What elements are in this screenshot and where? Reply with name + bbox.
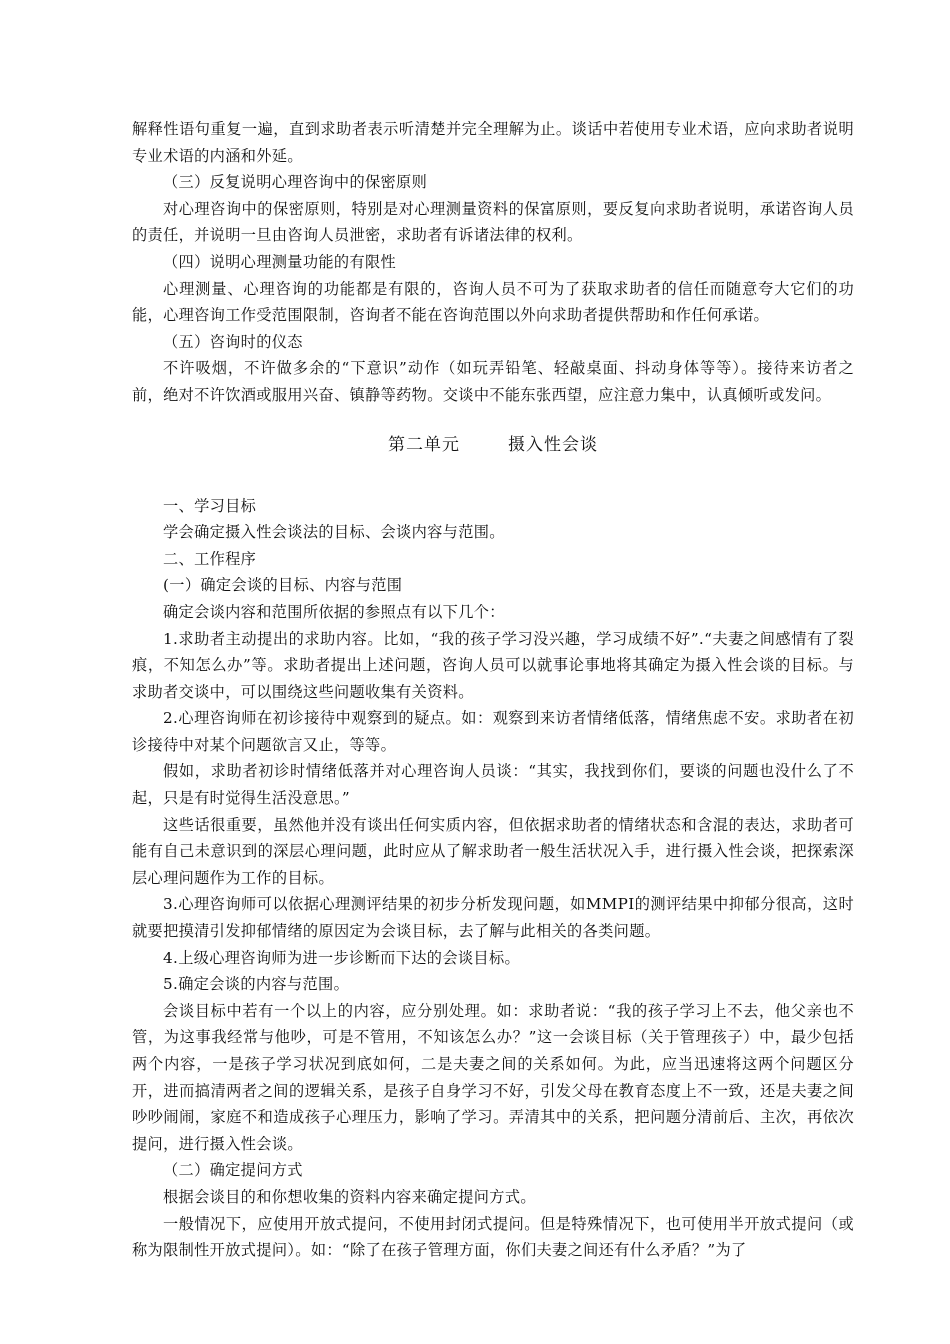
document-body [132,116,854,1264]
section-heading: 二、工作程序 [163,549,257,568]
section-heading-4: （四）说明心理测量功能的有限性 [163,252,397,271]
paragraph: 心理测量、心理咨询的功能都是有限的，咨询人员不可为了获取求助者的信任而随意夸大它们的功能，心理咨询工作受范围限制，咨询者不能在咨询范围以外向求助者提供帮助和作任何承诺。 [132,279,854,325]
subsection-heading: （二）确定提问方式 [163,1161,303,1180]
list-item: 3.心理咨询师可以依据心理测评结果的初步分析发现问题，如MMPI的测评结果中抑郁分很高，这时就要把摸清引发抑郁情绪的原因定为会谈目标，去了解与此相关的各类问题。 [132,895,854,941]
list-item: 4.上级心理咨询师为进一步诊断而下达的会谈目标。 [163,948,521,967]
paragraph: 根据会谈目的和你想收集的资料内容来确定提问方式。 [163,1187,536,1206]
paragraph-continuation: 解释性语句重复一遍，直到求助者表示听清楚并完全理解为止。谈话中若使用专业术语，应向求助者说明专业术语的内涵和外延。 [132,120,854,165]
paragraph: 确定会谈内容和范围所依据的参照点有以下几个： [163,602,505,621]
paragraph: 一般情况下，应使用开放式提问，不使用封闭式提问。但是特殊情况下，也可使用半开放式提问（或称为限制性开放式提问）。如：“除了在孩子管理方面，你们夫妻之间还有什么矛盾？”为了 [132,1214,854,1260]
paragraph: 假如，求助者初诊时情绪低落并对心理咨询人员谈：“其实，我找到你们，要谈的问题也没什么了不起，只是有时觉得生活没意思。” [132,762,854,808]
section-heading-3: （三）反复说明心理咨询中的保密原则 [163,173,428,192]
unit-number: 第二单元 [388,434,460,455]
paragraph: 这些话很重要，虽然他并没有谈出任何实质内容，但依据求助者的情绪状态和含混的表达，求助者可能有自己未意识到的深层心理问题，此时应从了解求助者一般生活状况入手，进行摄入性会谈，把探索深层心理问题作为工作的目标。 [132,815,854,887]
list-item: 1.求助者主动提出的求助内容。比如，“我的孩子学习没兴趣，学习成绩不好”.“夫妻之间感情有了裂痕，不知怎么办”等。求助者提出上述问题，咨询人员可以就事论事地将其确定为摄入性会谈的目标。与求助者交谈中，可以围绕这些问题收集有关资料。 [132,629,854,701]
list-item: 5.确定会谈的内容与范围。 [163,975,350,994]
unit-title [132,430,854,460]
paragraph: 不许吸烟，不许做多余的“下意识”动作（如玩弄铅笔、轻敲桌面、抖动身体等等）。接待来访者之前，绝对不许饮酒或服用兴奋、镇静等药物。交谈中不能东张西望，应注意力集中，认真倾听或发问。 [132,359,854,404]
paragraph: 学会确定摄入性会谈法的目标、会谈内容与范围。 [163,523,505,542]
subsection-heading: (一）确定会谈的目标、内容与范围 [163,576,403,595]
section-heading: 一、学习目标 [163,496,257,515]
paragraph: 会谈目标中若有一个以上的内容，应分别处理。如：求助者说：“我的孩子学习上不去，他父亲也不管，为这事我经常与他吵，可是不管用，不知该怎么办？”这一会谈目标（关于管理孩子）中，最少包括两个内容，一是孩子学习状况到底如何，二是夫妻之间的关系如何。为此，应当迅速将这两个问题区分开，进而搞清两者之间的逻辑关系，是孩子自身学习不好，引发父母在教育态度上不一致，还是夫妻之间吵吵闹闹，家庭不和造成孩子心理压力，影响了学习。弄清其中的关系，把问题分清前后、主次，再依次提问，进行摄入性会谈。 [132,1001,854,1153]
unit-name: 摄入性会谈 [508,434,598,455]
section-heading-5: （五）咨询时的仪态 [163,332,303,351]
list-item: 2.心理咨询师在初诊接待中观察到的疑点。如：观察到来访者情绪低落，情绪焦虑不安。求助者在初诊接待中对某个问题欲言又止，等等。 [132,709,854,754]
paragraph: 对心理咨询中的保密原则，特别是对心理测量资料的保富原则，要反复向求助者说明，承诺咨询人员的责任，并说明一旦由咨询人员泄密，求助者有诉诸法律的权利。 [132,199,854,245]
